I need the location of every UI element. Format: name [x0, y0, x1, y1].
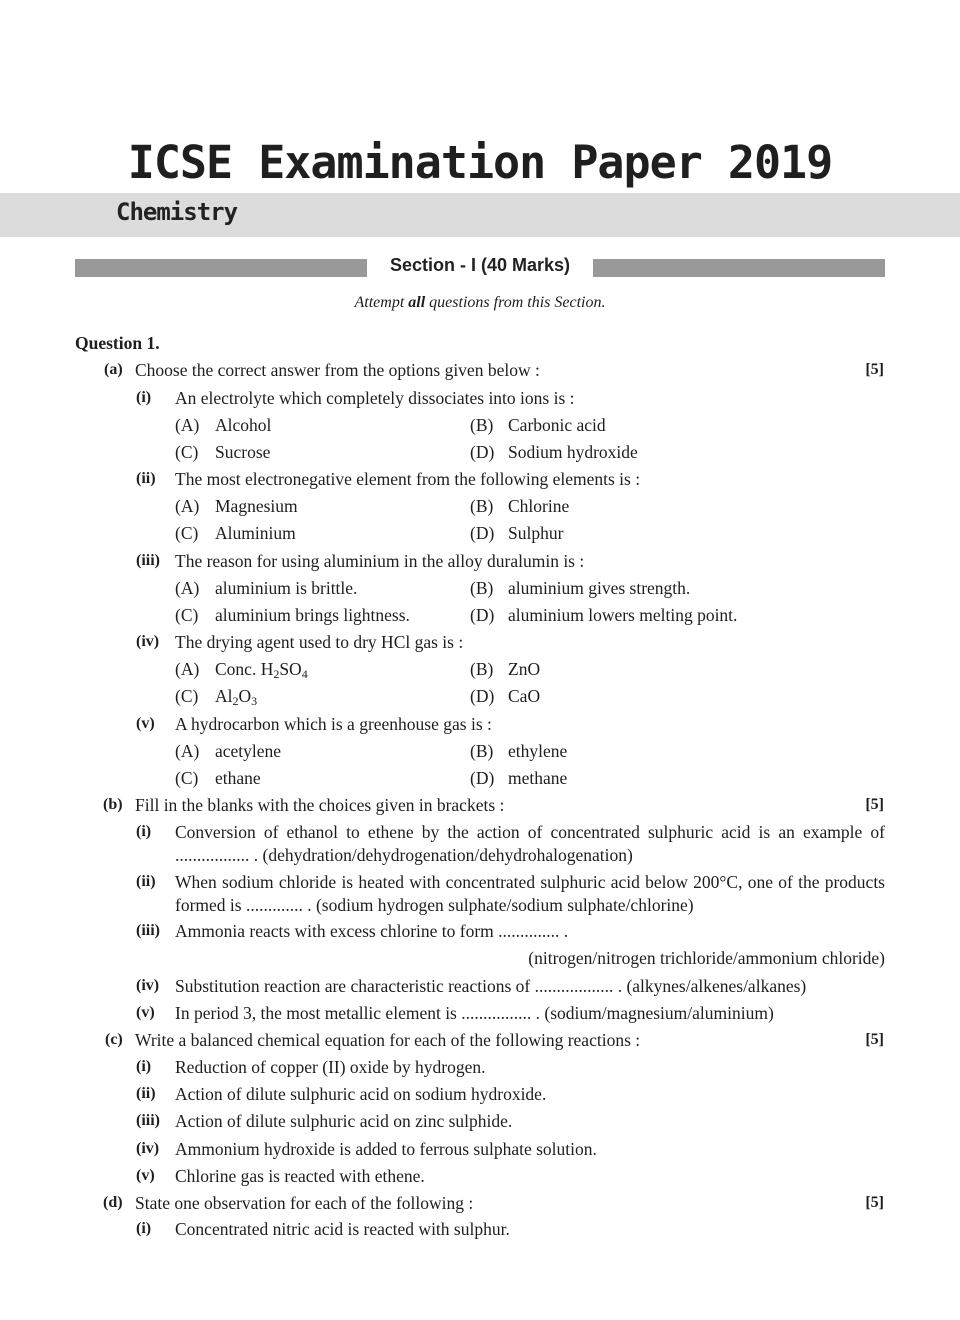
- part-label: (c): [105, 1031, 123, 1048]
- item-text: Conversion of ethanol to ethene by the action of concentrated sulphuric acid is an example of ................. . (dehydration/dehydrogenation/dehydrohalogenation): [175, 822, 885, 865]
- item-label: (i): [136, 1220, 152, 1237]
- item-label: (v): [136, 1167, 155, 1184]
- option-label: (C): [175, 768, 199, 788]
- option-label: (C): [175, 605, 199, 625]
- item-text: The drying agent used to dry HCl gas is :: [175, 632, 464, 652]
- item-text: Ammonia reacts with excess chlorine to form .............. .: [175, 921, 569, 941]
- option-label: (D): [470, 523, 495, 543]
- item-text: Reduction of copper (II) oxide by hydrogen.: [175, 1057, 486, 1077]
- item-text: When sodium chloride is heated with concentrated sulphuric acid below 200°C, one of the products formed is ............. . (sodium hydrogen sulphate/sodium sulphate/chlorine): [175, 872, 885, 915]
- option-label: (B): [470, 496, 494, 516]
- item-label: (iii): [136, 1112, 160, 1129]
- item-label: (iii): [136, 552, 160, 569]
- part-label: (a): [104, 361, 123, 378]
- option-text: Carbonic acid: [508, 415, 606, 435]
- option-text: ethane: [215, 768, 261, 788]
- item-text: Substitution reaction are characteristic reactions of .................. . (alkynes/alkenes/alkanes): [175, 976, 807, 996]
- option-label: (A): [175, 578, 200, 598]
- item-text: Action of dilute sulphuric acid on zinc sulphide.: [175, 1111, 513, 1131]
- item-text: An electrolyte which completely dissociates into ions is :: [175, 388, 575, 408]
- item-text: Concentrated nitric acid is reacted with sulphur.: [175, 1219, 510, 1239]
- item-label: (i): [136, 823, 152, 840]
- option-text: aluminium is brittle.: [215, 578, 358, 598]
- marks: [5]: [865, 361, 884, 378]
- question-label: Question 1.: [75, 333, 160, 353]
- paper-title: ICSE Examination Paper 2019: [127, 136, 833, 189]
- option-text: Sucrose: [215, 442, 271, 462]
- option-label: (B): [470, 578, 494, 598]
- item-label: (iv): [136, 633, 160, 650]
- item-text: In period 3, the most metallic element is ................ . (sodium/magnesium/aluminium): [175, 1003, 774, 1023]
- part-text: State one observation for each of the following :: [135, 1193, 474, 1213]
- option-text: ZnO: [508, 659, 541, 679]
- item-label: (iv): [136, 977, 160, 994]
- option-text: aluminium lowers melting point.: [508, 605, 738, 625]
- item-label: (iii): [136, 922, 160, 939]
- option-label: (B): [470, 659, 494, 679]
- option-label: (C): [175, 523, 199, 543]
- item-text: Ammonium hydroxide is added to ferrous sulphate solution.: [175, 1139, 597, 1159]
- option-text: Aluminium: [215, 523, 296, 543]
- item-text: Chlorine gas is reacted with ethene.: [175, 1166, 425, 1186]
- item-text: The most electronegative element from the following elements is :: [175, 469, 641, 489]
- part-text: Choose the correct answer from the options given below :: [135, 360, 540, 380]
- option-text: aluminium brings lightness.: [215, 605, 410, 625]
- item-label: (v): [136, 1004, 155, 1021]
- item-label: (v): [136, 715, 155, 732]
- option-text: ethylene: [508, 741, 568, 761]
- section-title: Section - I (40 Marks): [389, 255, 571, 275]
- section-instruction: Attempt all questions from this Section.: [354, 294, 606, 311]
- option-text: aluminium gives strength.: [508, 578, 691, 598]
- option-text: acetylene: [215, 741, 282, 761]
- option-label: (D): [470, 605, 495, 625]
- option-label: (A): [175, 496, 200, 516]
- option-label: (D): [470, 442, 495, 462]
- item-label: (ii): [136, 1085, 156, 1102]
- option-label: (C): [175, 442, 199, 462]
- option-text: Sodium hydroxide: [508, 442, 638, 462]
- instruction-emphasis: all: [408, 294, 426, 311]
- option-label: (C): [175, 686, 199, 706]
- item-text: The reason for using aluminium in the alloy duralumin is :: [175, 551, 585, 571]
- option-label: (A): [175, 415, 200, 435]
- marks: [5]: [865, 796, 884, 813]
- item-label: (ii): [136, 873, 156, 890]
- option-label: (B): [470, 415, 494, 435]
- option-label: (A): [175, 659, 200, 679]
- option-text: $Al_2O_3$: [215, 686, 258, 708]
- option-text: CaO: [508, 686, 541, 706]
- item-text: Action of dilute sulphuric acid on sodium hydroxide.: [175, 1084, 547, 1104]
- option-text: Magnesium: [215, 496, 298, 516]
- option-label: (A): [175, 741, 200, 761]
- section-rule-right: [593, 259, 885, 277]
- part-label: (d): [103, 1194, 123, 1211]
- subject-heading: Chemistry: [116, 198, 238, 226]
- option-text: Conc. $H_2SO_4$: [215, 659, 308, 681]
- option-label: (B): [470, 741, 494, 761]
- option-text: Chlorine: [508, 496, 570, 516]
- option-text: Alcohol: [215, 415, 272, 435]
- item-label: (ii): [136, 470, 156, 487]
- option-text: Sulphur: [508, 523, 564, 543]
- item-label: (i): [136, 389, 152, 406]
- part-label: (b): [103, 796, 123, 813]
- part-text: Fill in the blanks with the choices given in brackets :: [135, 795, 505, 815]
- option-label: (D): [470, 768, 495, 788]
- marks: [5]: [865, 1194, 884, 1211]
- item-label: (iv): [136, 1140, 160, 1157]
- item-choices: (nitrogen/nitrogen trichloride/ammonium chloride): [528, 948, 885, 968]
- part-text: Write a balanced chemical equation for each of the following reactions :: [135, 1030, 641, 1050]
- item-label: (i): [136, 1058, 152, 1075]
- item-text: A hydrocarbon which is a greenhouse gas is :: [175, 714, 492, 734]
- marks: [5]: [865, 1031, 884, 1048]
- option-text: methane: [508, 768, 568, 788]
- option-label: (D): [470, 686, 495, 706]
- section-rule-left: [75, 259, 367, 277]
